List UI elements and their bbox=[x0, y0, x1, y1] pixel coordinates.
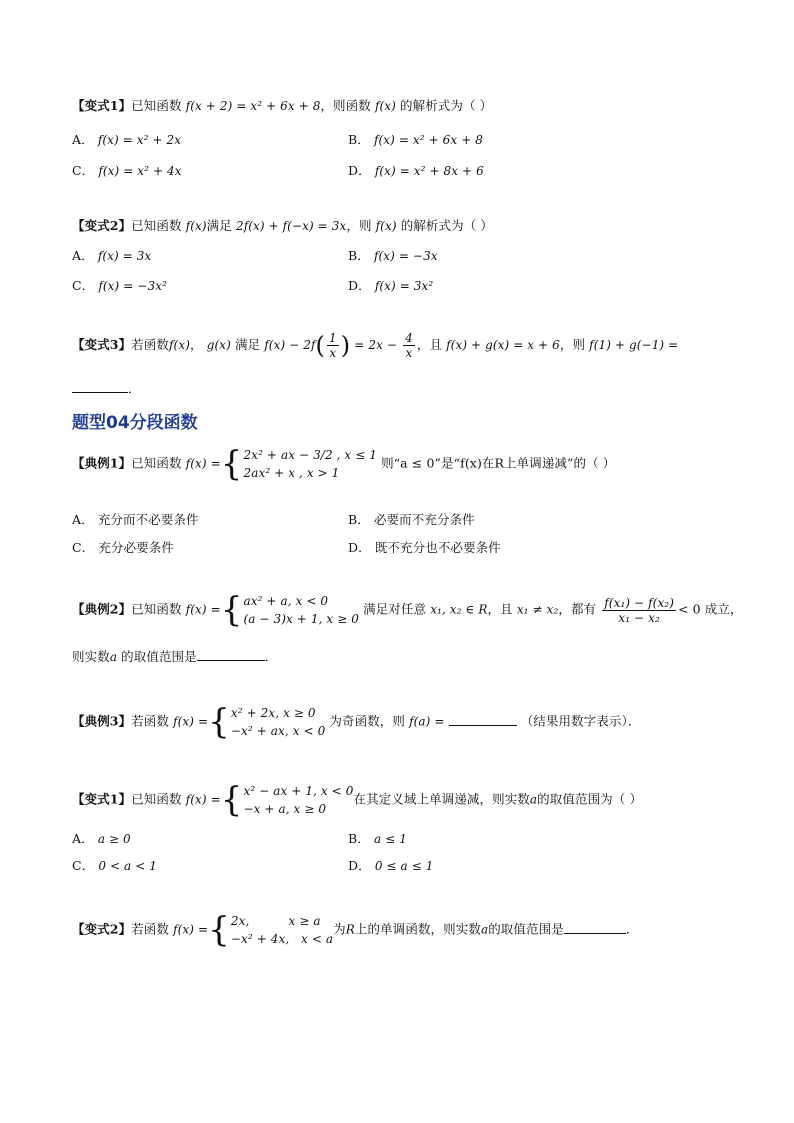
e1-text: 已知函数 bbox=[131, 455, 182, 471]
brace-icon: { bbox=[220, 444, 243, 484]
v3-tag: 【变式3】 bbox=[72, 337, 132, 352]
v4-text: 已知函数 bbox=[131, 791, 182, 807]
v4-option-d[interactable] bbox=[348, 858, 434, 874]
option-label: D． bbox=[348, 540, 371, 555]
v3-end: ． bbox=[128, 381, 141, 396]
v4-text3: 的取值范围为（ ） bbox=[537, 791, 643, 807]
case-row: −x² + 4x, x < a bbox=[230, 932, 334, 946]
v5-fx: f(x) = bbox=[173, 922, 209, 937]
v2-math1: f(x) bbox=[185, 219, 207, 233]
e3-cases bbox=[231, 704, 325, 740]
option-text: 既不充分也不必要条件 bbox=[374, 540, 501, 555]
e2-text7: 的取值范围是 bbox=[121, 649, 197, 664]
v3-math6: f(1) + g(−1) = bbox=[589, 338, 679, 352]
case-row: 2x, x ≥ a bbox=[230, 914, 321, 928]
e3-text2: 为奇函数，则 bbox=[329, 713, 406, 729]
brace-icon: { bbox=[220, 590, 243, 630]
v3-answer-line bbox=[72, 380, 141, 397]
right-paren: ) bbox=[340, 331, 351, 360]
option-text: 0 ≤ a ≤ 1 bbox=[374, 859, 434, 873]
v4-text2: 在其定义域上单调递减，则实数 bbox=[353, 791, 530, 807]
v2-math2: 2f(x) + f(−x) = 3x bbox=[235, 219, 347, 233]
e2-line2 bbox=[72, 648, 277, 665]
v1-math1: f(x + 2) = x² + 6x + 8 bbox=[185, 99, 321, 113]
option-text: a ≤ 1 bbox=[373, 832, 407, 846]
v1-option-b[interactable] bbox=[348, 132, 483, 148]
e1-fx: f(x) = bbox=[185, 456, 221, 471]
v2-option-b[interactable] bbox=[348, 248, 438, 264]
v1-option-d[interactable] bbox=[348, 163, 484, 179]
v1-math2: f(x) bbox=[374, 99, 396, 113]
section-title: 题型04分段函数 bbox=[72, 413, 198, 433]
e2-cases bbox=[243, 592, 359, 628]
v2-option-a[interactable] bbox=[72, 248, 151, 264]
case-row: x² + 2x, x ≥ 0 bbox=[230, 706, 316, 720]
v2-text4: 的解析式为（ ） bbox=[400, 218, 493, 233]
v5-tag: 【变式2】 bbox=[72, 921, 132, 937]
v3-comma: ， bbox=[190, 337, 203, 352]
v5-cases bbox=[231, 912, 333, 948]
v5-text2: 为 bbox=[333, 921, 346, 937]
case-row: −x² + ax, x < 0 bbox=[230, 724, 326, 738]
v3-text2: 满足 bbox=[234, 337, 261, 352]
e2-tag: 【典例2】 bbox=[72, 601, 132, 617]
option-text: f(x) = x² + 8x + 6 bbox=[374, 164, 484, 178]
e1-cases bbox=[243, 446, 377, 482]
option-label: A． bbox=[72, 831, 94, 846]
option-text: f(x) = −3x bbox=[373, 249, 438, 263]
left-paren: ( bbox=[315, 331, 325, 360]
option-text: 0 < a < 1 bbox=[98, 859, 158, 873]
v4-fx: f(x) = bbox=[185, 792, 221, 807]
e2-frac bbox=[602, 596, 676, 625]
e2-math2: x₁ ≠ x₂ bbox=[516, 602, 559, 617]
v2-text3: ，则 bbox=[346, 218, 372, 233]
case-row: (a − 3)x + 1, x ≥ 0 bbox=[243, 612, 360, 626]
option-text: a ≥ 0 bbox=[97, 832, 131, 846]
e1-tag: 【典例1】 bbox=[72, 455, 132, 471]
v5-end: ． bbox=[625, 921, 639, 937]
option-text: f(x) = x² + 6x + 8 bbox=[373, 133, 484, 147]
option-label: D． bbox=[348, 163, 371, 178]
frac-denominator: x bbox=[405, 346, 413, 360]
e2-math1: x₁, x₂ ∈ R bbox=[430, 602, 488, 617]
frac-numerator: 1 bbox=[328, 331, 337, 345]
e3-tag: 【典例3】 bbox=[72, 713, 132, 729]
option-label: B． bbox=[348, 512, 370, 527]
option-text: f(x) = x² + 4x bbox=[98, 164, 182, 178]
v4-option-a[interactable] bbox=[72, 831, 131, 847]
v2-text: 已知函数 bbox=[131, 218, 182, 233]
option-label: B． bbox=[348, 831, 370, 846]
v2-option-c[interactable] bbox=[72, 278, 167, 294]
e2-text4: ，都有 bbox=[558, 601, 597, 617]
v5-math2: a bbox=[480, 922, 489, 937]
v3-text4: ，则 bbox=[559, 337, 586, 352]
option-label: A． bbox=[72, 512, 94, 527]
option-label: A． bbox=[72, 132, 94, 147]
e3-stem bbox=[72, 704, 640, 740]
case-row: 2x² + ax − 3/2 , x ≤ 1 bbox=[243, 448, 378, 462]
e1-option-b[interactable] bbox=[348, 512, 475, 528]
v3-frac1 bbox=[327, 331, 339, 360]
option-text: f(x) = 3x bbox=[97, 249, 152, 263]
v3-math1: f(x) bbox=[169, 338, 190, 352]
v3-stem bbox=[72, 331, 678, 360]
v3-math5: f(x) + g(x) = x + 6 bbox=[446, 338, 560, 352]
v4-option-c[interactable] bbox=[72, 858, 157, 874]
v2-stem bbox=[72, 218, 493, 234]
option-label: D． bbox=[348, 858, 371, 873]
e2-text: 已知函数 bbox=[131, 601, 182, 617]
e1-text2: 则“a ≤ 0”是“f(x)在R上单调递减”的（ ） bbox=[381, 455, 616, 471]
answer-blank[interactable] bbox=[197, 648, 265, 661]
answer-blank[interactable] bbox=[72, 380, 128, 393]
case-row: 2ax² + x , x > 1 bbox=[243, 466, 340, 480]
answer-blank[interactable] bbox=[449, 713, 517, 726]
e2-text5: < 0 成立， bbox=[678, 601, 743, 617]
v1-tag: 【变式1】 bbox=[72, 98, 132, 113]
v5-text3: 上的单调函数，则实数 bbox=[354, 921, 481, 937]
e1-option-d[interactable] bbox=[348, 540, 501, 556]
brace-icon: { bbox=[208, 702, 230, 742]
brace-icon: { bbox=[208, 910, 230, 950]
option-label: C． bbox=[72, 540, 95, 555]
e1-stem bbox=[72, 446, 615, 482]
v1-text3: 的解析式为（ ） bbox=[400, 98, 493, 113]
brace-icon: { bbox=[220, 780, 243, 820]
v5-text4: 的取值范围是 bbox=[488, 921, 564, 937]
v4-math: a bbox=[529, 792, 538, 807]
e2-end: ． bbox=[264, 649, 278, 664]
v5-text: 若函数 bbox=[131, 921, 170, 937]
e2-fx: f(x) = bbox=[185, 602, 221, 617]
v1-option-c[interactable] bbox=[72, 163, 182, 179]
v2-tag: 【变式2】 bbox=[72, 218, 132, 233]
option-label: C． bbox=[72, 858, 95, 873]
e2-math3: a bbox=[109, 650, 118, 664]
e3-text3: （结果用数字表示）． bbox=[520, 713, 641, 729]
case-row: x² − ax + 1, x < 0 bbox=[243, 784, 354, 798]
option-text: 必要而不充分条件 bbox=[373, 512, 475, 527]
e2-text6: 则实数 bbox=[72, 649, 110, 664]
v3-math4: = 2x − bbox=[354, 338, 398, 352]
e3-text: 若函数 bbox=[131, 713, 170, 729]
option-text: f(x) = −3x² bbox=[98, 279, 167, 293]
v3-text3: ，且 bbox=[416, 337, 443, 352]
option-label: C． bbox=[72, 163, 95, 178]
frac-numerator: f(x₁) − f(x₂) bbox=[604, 595, 674, 610]
option-label: D． bbox=[348, 278, 371, 293]
v1-text2: ，则函数 bbox=[320, 98, 371, 113]
v5-math1: R bbox=[345, 922, 355, 937]
v3-math3: f(x) − 2f bbox=[264, 338, 316, 352]
option-text: 充分必要条件 bbox=[98, 540, 174, 555]
frac-denominator: x₁ − x₂ bbox=[618, 610, 660, 625]
v3-frac2 bbox=[403, 331, 415, 360]
answer-blank[interactable] bbox=[564, 921, 626, 934]
v2-option-d[interactable] bbox=[348, 278, 433, 294]
v4-stem bbox=[72, 782, 642, 818]
option-text: 充分而不必要条件 bbox=[97, 512, 199, 527]
e2-stem bbox=[72, 592, 743, 628]
v2-text2: 满足 bbox=[206, 218, 232, 233]
option-label: B． bbox=[348, 132, 370, 147]
v4-tag: 【变式1】 bbox=[72, 791, 132, 807]
option-label: C． bbox=[72, 278, 95, 293]
case-row: ax² + a, x < 0 bbox=[243, 594, 329, 608]
e2-text3: ，且 bbox=[487, 601, 513, 617]
v2-math3: f(x) bbox=[375, 219, 397, 233]
v1-text: 已知函数 bbox=[131, 98, 182, 113]
v3-math2: g(x) bbox=[206, 338, 231, 352]
e1-option-c[interactable] bbox=[72, 540, 174, 556]
v1-option-a[interactable] bbox=[72, 132, 181, 148]
v4-option-b[interactable] bbox=[348, 831, 407, 847]
e2-text2: 满足对任意 bbox=[363, 601, 427, 617]
v5-stem bbox=[72, 912, 638, 948]
v4-cases bbox=[243, 782, 353, 818]
e1-option-a[interactable] bbox=[72, 512, 199, 528]
case-row: −x + a, x ≥ 0 bbox=[243, 802, 327, 816]
frac-denominator: x bbox=[329, 346, 337, 360]
v3-text: 若函数 bbox=[131, 337, 170, 352]
option-text: f(x) = 3x² bbox=[374, 279, 434, 293]
option-label: A． bbox=[72, 248, 94, 263]
option-label: B． bbox=[348, 248, 370, 263]
e3-fx: f(x) = bbox=[173, 714, 209, 729]
frac-numerator: 4 bbox=[405, 331, 413, 345]
v1-stem bbox=[72, 98, 492, 114]
option-text: f(x) = x² + 2x bbox=[97, 133, 182, 147]
e3-math1: f(a) = bbox=[409, 714, 445, 729]
